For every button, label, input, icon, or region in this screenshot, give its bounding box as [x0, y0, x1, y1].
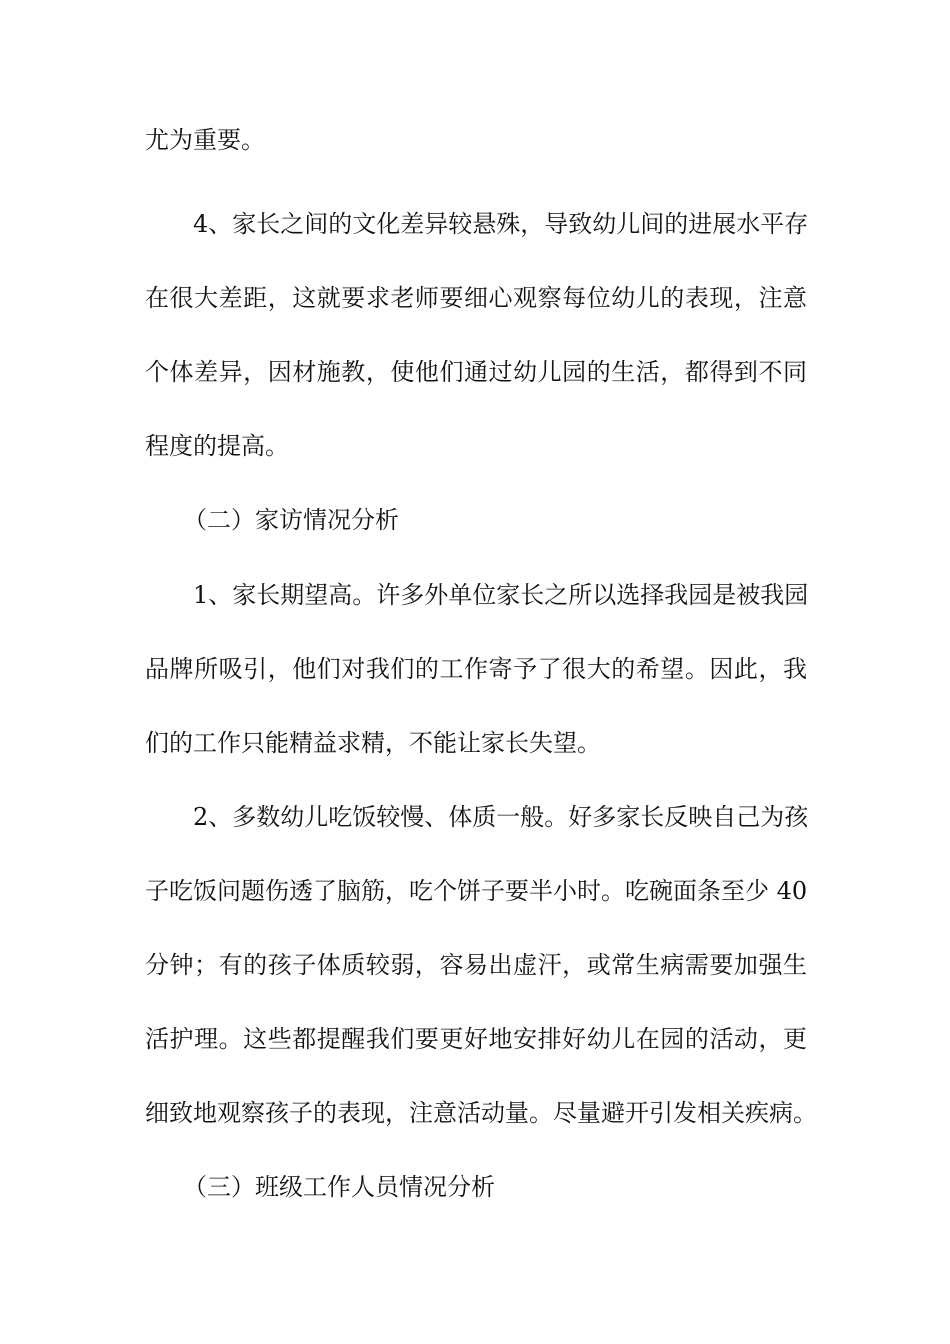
section-heading-3: （三）班级工作人员情况分析 — [183, 1173, 495, 1201]
section-heading-2: （二）家访情况分析 — [183, 506, 399, 534]
text-line-12: 分钟；有的孩子体质较弱，容易出虚汗，或常生病需要加强生 — [145, 951, 807, 979]
text-line-1: 尤为重要。 — [145, 126, 265, 154]
text-line-11: 子吃饭问题伤透了脑筋，吃个饼子要半小时。吃碗面条至少 40 — [145, 877, 808, 905]
text-line-13: 活护理。这些都提醒我们要更好地安排好幼儿在园的活动，更 — [145, 1025, 807, 1053]
text-line-5: 程度的提高。 — [145, 432, 289, 460]
text-line-10: 2、多数幼儿吃饭较慢、体质一般。好多家长反映自己为孩 — [193, 803, 809, 831]
text-line-3: 在很大差距，这就要求老师要细心观察每位幼儿的表现，注意 — [145, 284, 807, 312]
text-line-7: 1、家长期望高。许多外单位家长之所以选择我园是被我园 — [193, 581, 809, 609]
text-line-2: 4、家长之间的文化差异较悬殊，导致幼儿间的进展水平存 — [193, 210, 809, 238]
text-line-8: 品牌所吸引，他们对我们的工作寄予了很大的希望。因此，我 — [145, 655, 807, 683]
text-line-14: 细致地观察孩子的表现，注意活动量。尽量避开引发相关疾病。 — [145, 1099, 817, 1127]
text-line-9: 们的工作只能精益求精，不能让家长失望。 — [145, 729, 601, 757]
text-line-4: 个体差异，因材施教，使他们通过幼儿园的生活，都得到不同 — [145, 358, 807, 386]
